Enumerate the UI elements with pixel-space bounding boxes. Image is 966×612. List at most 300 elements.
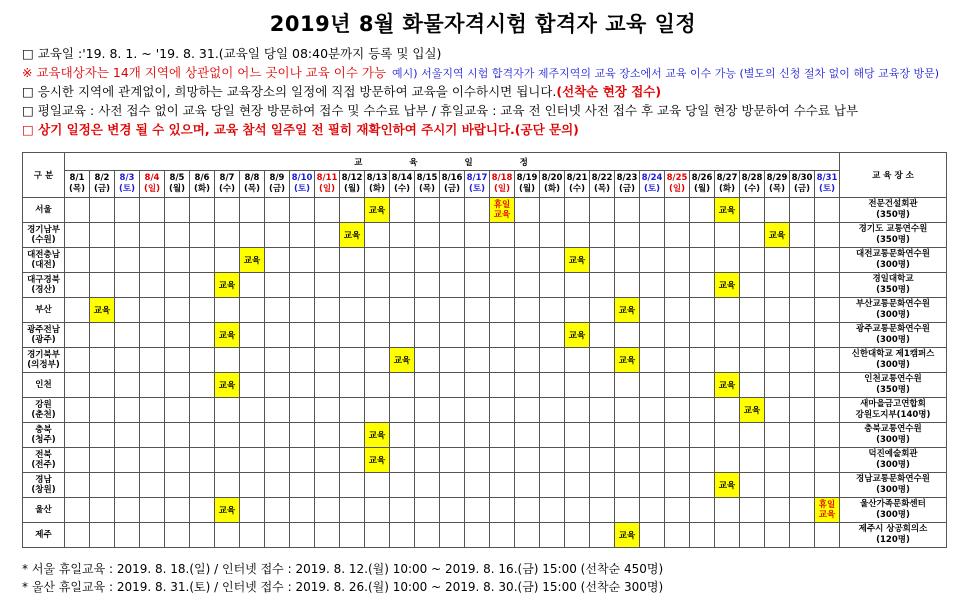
footer-notes [22, 560, 952, 596]
empty-cell [640, 448, 665, 473]
region-name: 서울 [23, 198, 65, 223]
empty-cell [565, 398, 590, 423]
empty-cell [565, 473, 590, 498]
empty-cell [815, 198, 840, 223]
edu-cell: 교육 [565, 323, 590, 348]
empty-cell [465, 298, 490, 323]
empty-cell [90, 423, 115, 448]
empty-cell [440, 198, 465, 223]
day-weekday: (금) [619, 184, 635, 194]
venue-name: 제주시 상공회의소 (120명) [840, 523, 947, 548]
day-header [265, 171, 290, 198]
empty-cell [540, 398, 565, 423]
empty-cell [390, 423, 415, 448]
empty-cell [640, 323, 665, 348]
empty-cell [240, 473, 265, 498]
empty-cell [115, 423, 140, 448]
empty-cell [215, 348, 240, 373]
empty-cell [90, 523, 115, 548]
empty-cell [165, 198, 190, 223]
empty-cell [315, 348, 340, 373]
empty-cell [615, 323, 640, 348]
day-date: 8/21 [566, 173, 588, 183]
empty-cell [465, 473, 490, 498]
empty-cell [590, 423, 615, 448]
empty-cell [115, 273, 140, 298]
empty-cell [290, 298, 315, 323]
day-weekday: (월) [344, 184, 360, 194]
empty-cell [515, 323, 540, 348]
region-name: 대전충남 (대전) [23, 248, 65, 273]
empty-cell [415, 223, 440, 248]
empty-cell [290, 323, 315, 348]
notice-section [22, 44, 952, 139]
edu-cell: 교육 [615, 523, 640, 548]
empty-cell [715, 423, 740, 448]
empty-cell [615, 223, 640, 248]
empty-cell [765, 448, 790, 473]
empty-cell [665, 498, 690, 523]
empty-cell [340, 323, 365, 348]
day-header [415, 171, 440, 198]
empty-cell [90, 498, 115, 523]
empty-cell [815, 398, 840, 423]
region-name: 인천 [23, 373, 65, 398]
empty-cell [665, 523, 690, 548]
edu-cell: 교육 [215, 323, 240, 348]
day-date: 8/25 [666, 173, 688, 183]
empty-cell [390, 273, 415, 298]
day-header [740, 171, 765, 198]
day-date: 8/23 [616, 173, 638, 183]
day-date: 8/1 [69, 173, 85, 183]
empty-cell [640, 198, 665, 223]
day-date: 8/29 [766, 173, 788, 183]
empty-cell [490, 423, 515, 448]
empty-cell [365, 398, 390, 423]
empty-cell [90, 248, 115, 273]
empty-cell [265, 398, 290, 423]
day-weekday: (일) [319, 184, 335, 194]
table-row [23, 348, 947, 373]
empty-cell [815, 448, 840, 473]
empty-cell [65, 323, 90, 348]
empty-cell [640, 398, 665, 423]
empty-cell [815, 523, 840, 548]
empty-cell [290, 498, 315, 523]
empty-cell [440, 373, 465, 398]
empty-cell [215, 248, 240, 273]
region-name: 울산 [23, 498, 65, 523]
day-header [340, 171, 365, 198]
empty-cell [365, 473, 390, 498]
empty-cell [815, 248, 840, 273]
empty-cell [240, 323, 265, 348]
venue-name: 경일대학교 (350명) [840, 273, 947, 298]
empty-cell [415, 423, 440, 448]
empty-cell [65, 498, 90, 523]
empty-cell [140, 223, 165, 248]
empty-cell [165, 248, 190, 273]
empty-cell [715, 448, 740, 473]
empty-cell [240, 373, 265, 398]
empty-cell [190, 248, 215, 273]
empty-cell [740, 473, 765, 498]
empty-cell [190, 323, 215, 348]
day-header [515, 171, 540, 198]
edu-cell: 교육 [215, 273, 240, 298]
day-weekday: (수) [219, 184, 235, 194]
empty-cell [690, 273, 715, 298]
region-name: 충북 (청주) [23, 423, 65, 448]
empty-cell [190, 448, 215, 473]
empty-cell [790, 398, 815, 423]
empty-cell [765, 423, 790, 448]
empty-cell [790, 523, 815, 548]
empty-cell [490, 223, 515, 248]
empty-cell [590, 223, 615, 248]
empty-cell [565, 448, 590, 473]
empty-cell [490, 248, 515, 273]
empty-cell [740, 273, 765, 298]
empty-cell [115, 448, 140, 473]
empty-cell [540, 373, 565, 398]
empty-cell [615, 498, 640, 523]
day-header [240, 171, 265, 198]
empty-cell [640, 298, 665, 323]
empty-cell [465, 423, 490, 448]
empty-cell [165, 398, 190, 423]
day-date: 8/20 [541, 173, 563, 183]
empty-cell [665, 323, 690, 348]
empty-cell [365, 298, 390, 323]
region-name: 전북 (전주) [23, 448, 65, 473]
day-weekday: (월) [169, 184, 185, 194]
empty-cell [465, 248, 490, 273]
empty-cell [440, 223, 465, 248]
day-date: 8/30 [791, 173, 813, 183]
day-header [465, 171, 490, 198]
empty-cell [265, 273, 290, 298]
notice-change-warning: □ 상기 일정은 변경 될 수 있으며, 교육 참석 일주일 전 필히 재확인하여 주시기 바랍니다.(공단 문의) [22, 122, 579, 137]
empty-cell [640, 498, 665, 523]
empty-cell [240, 198, 265, 223]
empty-cell [565, 223, 590, 248]
empty-cell [540, 498, 565, 523]
empty-cell [90, 223, 115, 248]
empty-cell [340, 298, 365, 323]
empty-cell [540, 473, 565, 498]
notice-visit-text: □ 응시한 지역에 관계없이, 희망하는 교육장소의 일정에 직접 방문하여 교육을 이수하시면 됩니다. [22, 84, 557, 99]
footer-ulsan-holiday: * 울산 휴일교육 : 2019. 8. 31.(토) / 인터넷 접수 : 2019. 8. 26.(월) 10:00 ~ 2019. 8. 30.(금) 15:00 (선착순 300명) [22, 580, 664, 594]
venue-name: 경남교통문화연수원 (300명) [840, 473, 947, 498]
empty-cell [740, 248, 765, 273]
empty-cell [190, 423, 215, 448]
region-header: 구 분 [23, 153, 65, 198]
empty-cell [615, 473, 640, 498]
empty-cell [790, 448, 815, 473]
empty-cell [340, 198, 365, 223]
day-header [540, 171, 565, 198]
day-header [815, 171, 840, 198]
empty-cell [215, 423, 240, 448]
venue-name: 울산가족문화센터 (300명) [840, 498, 947, 523]
empty-cell [765, 398, 790, 423]
empty-cell [540, 298, 565, 323]
day-weekday: (금) [269, 184, 285, 194]
table-row [23, 498, 947, 523]
empty-cell [265, 323, 290, 348]
empty-cell [515, 373, 540, 398]
empty-cell [815, 298, 840, 323]
day-date: 8/4 [144, 173, 160, 183]
empty-cell [465, 523, 490, 548]
empty-cell [190, 473, 215, 498]
empty-cell [540, 198, 565, 223]
empty-cell [365, 323, 390, 348]
empty-cell [465, 348, 490, 373]
empty-cell [790, 323, 815, 348]
empty-cell [540, 323, 565, 348]
empty-cell [490, 348, 515, 373]
day-header [90, 171, 115, 198]
empty-cell [240, 398, 265, 423]
empty-cell [365, 273, 390, 298]
empty-cell [565, 273, 590, 298]
empty-cell [190, 348, 215, 373]
empty-cell [640, 523, 665, 548]
empty-cell [415, 448, 440, 473]
empty-cell [265, 298, 290, 323]
day-weekday: (월) [519, 184, 535, 194]
edu-cell: 교육 [715, 273, 740, 298]
empty-cell [65, 523, 90, 548]
empty-cell [215, 223, 240, 248]
empty-cell [340, 348, 365, 373]
empty-cell [765, 373, 790, 398]
empty-cell [215, 298, 240, 323]
empty-cell [465, 448, 490, 473]
empty-cell [690, 248, 715, 273]
empty-cell [290, 448, 315, 473]
empty-cell [690, 473, 715, 498]
empty-cell [815, 348, 840, 373]
empty-cell [290, 398, 315, 423]
empty-cell [665, 448, 690, 473]
empty-cell [790, 248, 815, 273]
empty-cell [465, 198, 490, 223]
empty-cell [440, 523, 465, 548]
empty-cell [340, 373, 365, 398]
empty-cell [315, 398, 340, 423]
edu-cell: 교육 [715, 473, 740, 498]
empty-cell [65, 348, 90, 373]
day-date: 8/26 [691, 173, 713, 183]
empty-cell [790, 498, 815, 523]
footer-seoul-holiday: * 서울 휴일교육 : 2019. 8. 18.(일) / 인터넷 접수 : 2019. 8. 12.(월) 10:00 ~ 2019. 8. 16.(금) 15:00 (선착순 450명) [22, 562, 664, 576]
empty-cell [815, 373, 840, 398]
day-date: 8/3 [119, 173, 135, 183]
empty-cell [715, 323, 740, 348]
day-header [390, 171, 415, 198]
empty-cell [490, 398, 515, 423]
empty-cell [365, 523, 390, 548]
empty-cell [290, 523, 315, 548]
empty-cell [740, 323, 765, 348]
empty-cell [415, 473, 440, 498]
empty-cell [240, 273, 265, 298]
day-header [115, 171, 140, 198]
empty-cell [215, 198, 240, 223]
day-date: 8/7 [219, 173, 235, 183]
empty-cell [90, 348, 115, 373]
empty-cell [790, 198, 815, 223]
region-name: 대구경북 (경산) [23, 273, 65, 298]
day-date: 8/9 [269, 173, 285, 183]
edu-cell: 교육 [740, 398, 765, 423]
empty-cell [815, 423, 840, 448]
table-row [23, 423, 947, 448]
empty-cell [490, 498, 515, 523]
empty-cell [740, 373, 765, 398]
day-weekday: (목) [419, 184, 435, 194]
holiday-edu-cell: 휴일 교육 [490, 198, 515, 223]
empty-cell [740, 423, 765, 448]
empty-cell [340, 398, 365, 423]
day-header [190, 171, 215, 198]
empty-cell [390, 373, 415, 398]
empty-cell [215, 448, 240, 473]
empty-cell [90, 273, 115, 298]
day-weekday: (일) [494, 184, 510, 194]
day-header [290, 171, 315, 198]
empty-cell [565, 198, 590, 223]
empty-cell [690, 298, 715, 323]
empty-cell [640, 248, 665, 273]
table-row [23, 373, 947, 398]
day-header [165, 171, 190, 198]
empty-cell [65, 248, 90, 273]
day-weekday: (화) [544, 184, 560, 194]
day-weekday: (토) [819, 184, 835, 194]
empty-cell [690, 398, 715, 423]
day-header [315, 171, 340, 198]
region-name: 강원 (춘천) [23, 398, 65, 423]
empty-cell [440, 448, 465, 473]
empty-cell [165, 423, 190, 448]
empty-cell [440, 248, 465, 273]
empty-cell [765, 298, 790, 323]
day-date: 8/14 [391, 173, 413, 183]
day-weekday: (토) [469, 184, 485, 194]
empty-cell [140, 323, 165, 348]
empty-cell [290, 423, 315, 448]
empty-cell [240, 448, 265, 473]
empty-cell [465, 273, 490, 298]
table-row [23, 223, 947, 248]
region-name: 경기북부 (의정부) [23, 348, 65, 373]
day-date: 8/27 [716, 173, 738, 183]
day-header [640, 171, 665, 198]
empty-cell [440, 323, 465, 348]
empty-cell [315, 523, 340, 548]
empty-cell [165, 473, 190, 498]
empty-cell [790, 273, 815, 298]
day-date: 8/31 [816, 173, 838, 183]
empty-cell [740, 198, 765, 223]
table-row [23, 523, 947, 548]
day-date: 8/28 [741, 173, 763, 183]
empty-cell [140, 298, 165, 323]
empty-cell [165, 523, 190, 548]
empty-cell [190, 198, 215, 223]
empty-cell [315, 373, 340, 398]
empty-cell [115, 248, 140, 273]
empty-cell [140, 373, 165, 398]
empty-cell [690, 223, 715, 248]
empty-cell [290, 223, 315, 248]
empty-cell [165, 323, 190, 348]
empty-cell [515, 198, 540, 223]
empty-cell [365, 223, 390, 248]
empty-cell [390, 398, 415, 423]
empty-cell [415, 398, 440, 423]
empty-cell [590, 448, 615, 473]
empty-cell [65, 473, 90, 498]
empty-cell [690, 373, 715, 398]
empty-cell [515, 448, 540, 473]
empty-cell [590, 323, 615, 348]
edu-cell: 교육 [240, 248, 265, 273]
empty-cell [715, 223, 740, 248]
empty-cell [115, 373, 140, 398]
empty-cell [715, 248, 740, 273]
empty-cell [590, 248, 615, 273]
empty-cell [490, 523, 515, 548]
empty-cell [315, 498, 340, 523]
empty-cell [490, 448, 515, 473]
empty-cell [740, 298, 765, 323]
empty-cell [765, 473, 790, 498]
empty-cell [390, 323, 415, 348]
empty-cell [165, 223, 190, 248]
empty-cell [665, 223, 690, 248]
empty-cell [115, 348, 140, 373]
region-name: 제주 [23, 523, 65, 548]
empty-cell [240, 298, 265, 323]
day-date: 8/18 [491, 173, 513, 183]
empty-cell [265, 373, 290, 398]
empty-cell [665, 248, 690, 273]
edu-cell: 교육 [365, 423, 390, 448]
empty-cell [340, 273, 365, 298]
venue-name: 부산교통문화연수원 (300명) [840, 298, 947, 323]
venue-name: 광주교통문화연수원 (300명) [840, 323, 947, 348]
region-name: 부산 [23, 298, 65, 323]
empty-cell [540, 273, 565, 298]
table-row [23, 398, 947, 423]
venue-name: 신한대학교 제1캠퍼스 (300명) [840, 348, 947, 373]
empty-cell [65, 298, 90, 323]
empty-cell [215, 473, 240, 498]
day-date: 8/13 [366, 173, 388, 183]
empty-cell [90, 448, 115, 473]
empty-cell [715, 398, 740, 423]
edu-cell: 교육 [715, 373, 740, 398]
empty-cell [415, 373, 440, 398]
day-date: 8/15 [416, 173, 438, 183]
empty-cell [315, 248, 340, 273]
